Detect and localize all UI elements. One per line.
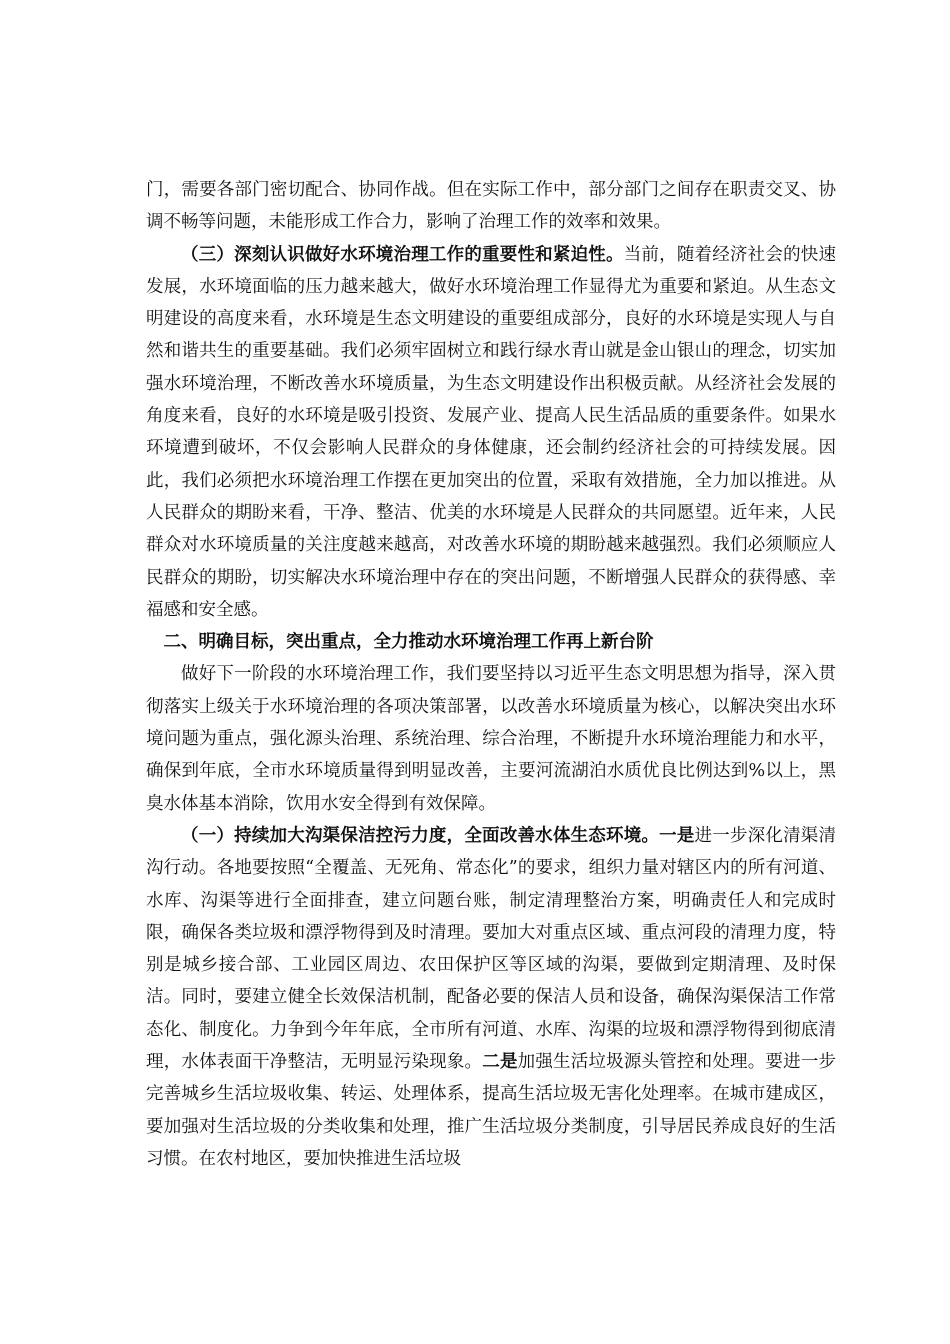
subsection-1-second-label: 二是 <box>482 1052 518 1073</box>
subsection-1-second-body: 加强生活垃圾源头管控和处理。要进一步完善城乡生活垃圾收集、转运、处理体系，提高生活垃圾无害化处理率。在城市建成区，要加强对生活垃圾的分类收集和处理，推广生活垃圾分类制度，引导居民养成良好的生活习惯。在农村地区，要加快推进生活垃圾 <box>146 1052 837 1169</box>
section-heading-2: 二、明确目标，突出重点，全力推动水环境治理工作再上新台阶 <box>163 632 654 653</box>
subsection-1-first-body: 进一步深化清渠清沟行动。各地要按照“全覆盖、无死角、常态化”的要求，组织力量对辖区内的所有河道、水库、沟渠等进行全面排查，建立问题台账，制定清理整治方案，明确责任人和完成时限，确保各类垃圾和漂浮物得到及时清理。要加大对重点区域、重点河段的清理力度，特别是城乡接合部、工业园区周边、农田保护区等区域的沟渠，要做到定期清理、及时保洁。同时，要建立健全长效保洁机制，配备必要的保洁人员和设备，确保沟渠保洁工作常态化、制度化。力争到今年年底，全市所有河道、水库、沟渠的垃圾和漂浮物得到彻底清理，水体表面干净整洁，无明显污染现象。 <box>146 825 837 1073</box>
document-page <box>146 174 836 1175</box>
paragraph-subsection-1 <box>146 820 836 1175</box>
subsection-1-first-label: 一是 <box>659 825 695 846</box>
paragraph-importance <box>146 239 836 627</box>
paragraph-continuation: 门，需要各部门密切配合、协同作战。但在实际工作中，部分部门之间存在职责交叉、协调不畅等问题，未能形成工作合力，影响了治理工作的效率和效果。 <box>146 180 836 233</box>
paragraph-section2-intro: 做好下一阶段的水环境治理工作，我们要坚持以习近平生态文明思想为指导，深入贯彻落实上级关于水环境治理的各项决策部署，以改善水环境质量为核心，以解决突出水环境问题为重点，强化源头治理、系统治理、综合治理，不断提升水环境治理能力和水平，确保到年底，全市水环境质量得到明显改善，主要河流湖泊水质优良比例达到%以上，黑臭水体基本消除，饮用水安全得到有效保障。 <box>146 664 836 814</box>
paragraph-importance-body: 当前，随着经济社会的快速发展，水环境面临的压力越来越大，做好水环境治理工作显得尤为重要和紧迫。从生态文明建设的高度来看，水环境是生态文明建设的重要组成部分，良好的水环境是实现人与自然和谐共生的重要基础。我们必须牢固树立和践行绿水青山就是金山银山的理念，切实加强水环境治理，不断改善水环境质量，为生态文明建设作出积极贡献。从经济社会发展的角度来看，良好的水环境是吸引投资、发展产业、提高人民生活品质的重要条件。如果水环境遭到破坏，不仅会影响人民群众的身体健康，还会制约经济社会的可持续发展。因此，我们必须把水环境治理工作摆在更加突出的位置，采取有效措施，全力加以推进。从人民群众的期盼来看，干净、整洁、优美的水环境是人民群众的共同愿望。近年来，人民群众对水环境质量的关注度越来越高，对改善水环境的期盼越来越强烈。我们必须顺应人民群众的期盼，切实解决水环境治理中存在的突出问题，不断增强人民群众的获得感、幸福感和安全感。 <box>146 244 837 620</box>
paragraph-importance-lead: （三）深刻认识做好水环境治理工作的重要性和紧迫性。 <box>181 244 624 265</box>
subsection-1-lead: （一）持续加大沟渠保洁控污力度，全面改善水体生态环境。 <box>181 825 660 846</box>
